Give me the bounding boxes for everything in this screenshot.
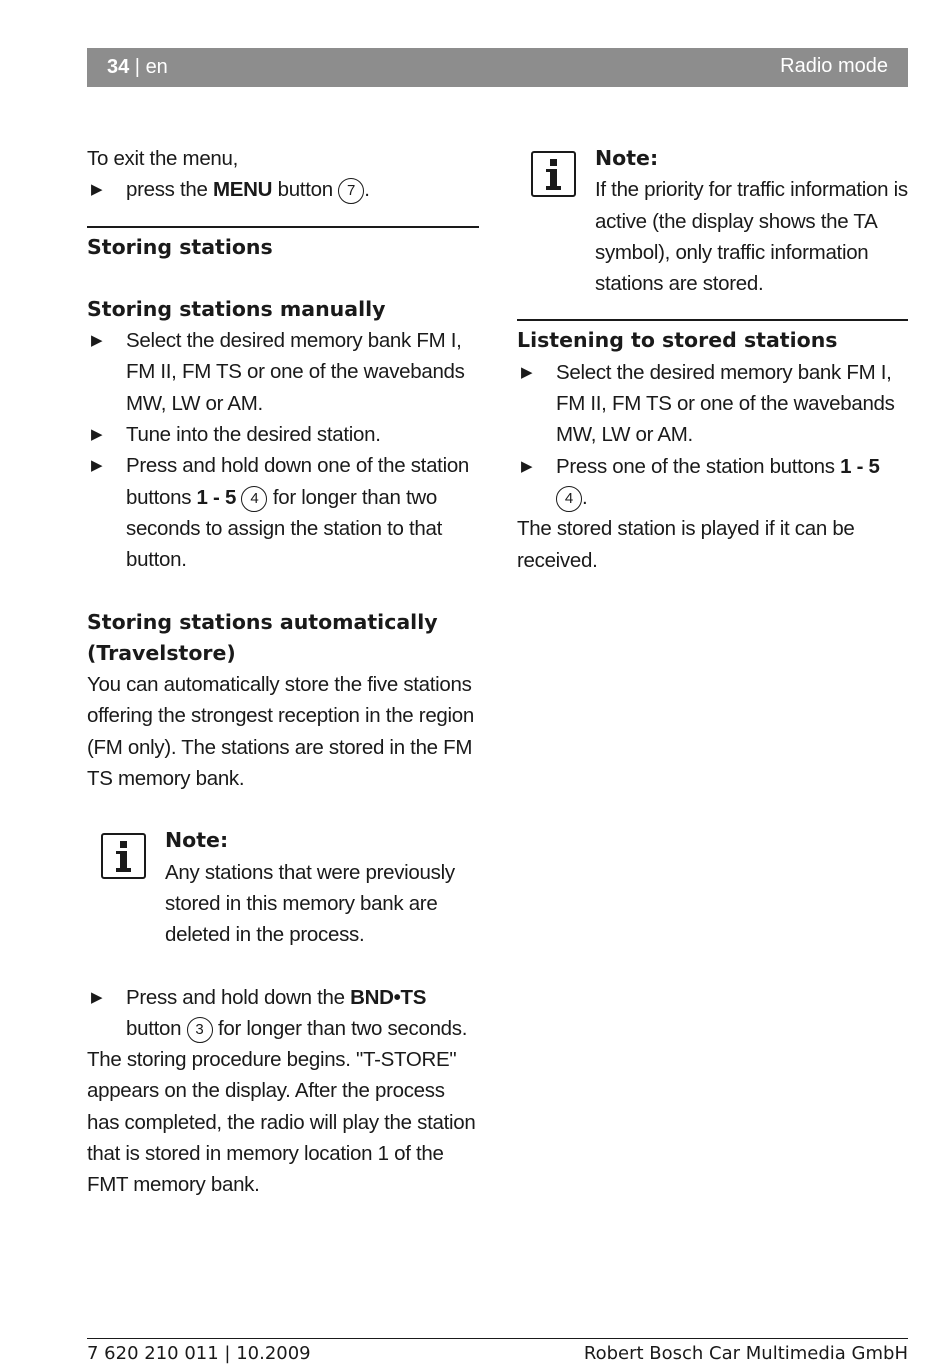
- section-divider: [87, 226, 479, 228]
- listen-text: The stored station is played if it can be received.: [517, 517, 855, 572]
- station-keys: 1 - 5: [196, 485, 237, 509]
- section-title: Radio mode: [780, 55, 888, 77]
- callout-number: 4: [556, 486, 582, 512]
- footer-divider: [87, 1338, 908, 1339]
- arrow-right-icon: ▶: [521, 457, 533, 475]
- footer-company: Robert Bosch Car Multimedia GmbH: [583, 1343, 908, 1364]
- exit-intro: To exit the menu,: [87, 147, 239, 170]
- arrow-right-icon: ▶: [91, 457, 103, 475]
- manual-step-1: ▶ Select the desired memory bank FM I, FM II, FM TS or one of the wavebands MW, LW or AM.: [87, 325, 479, 419]
- right-column: [517, 143, 908, 576]
- listen-step-1: ▶ Select the desired memory bank FM I, FM II, FM TS or one of the wavebands MW, LW or AM.: [517, 357, 908, 451]
- bnd-step: ▶ Press and hold down the BND•TS button 3 for longer than two seconds.: [87, 982, 479, 1045]
- auto-heading: Storing stations automatically (Travelstore): [87, 609, 438, 665]
- arrow-right-icon: ▶: [91, 181, 103, 199]
- station-keys: 1 - 5: [840, 454, 880, 478]
- listen-step-2: ▶ Press one of the station buttons 1 - 5 4 .: [517, 451, 908, 514]
- manual-step-2: ▶ Tune into the desired station.: [87, 419, 479, 450]
- procedure-text: The storing procedure begins. "T-STORE" appears on the display. After the process has completed, the radio will play the station that is stored in memory location 1 of the FMT memory bank.: [87, 1048, 476, 1197]
- listen-heading: Listening to stored stations: [517, 328, 838, 353]
- section-divider: [517, 319, 908, 321]
- note-text: If the priority for traffic information is active (the display shows the TA symbol), only traffic information stations are stored.: [595, 178, 908, 296]
- note-box: [87, 825, 479, 950]
- arrow-right-icon: ▶: [91, 988, 103, 1006]
- arrow-right-icon: ▶: [91, 426, 103, 444]
- header-separator: |: [129, 56, 146, 78]
- header-language: en: [145, 56, 168, 78]
- arrow-right-icon: ▶: [91, 332, 103, 350]
- page-number: 34: [107, 56, 130, 78]
- callout-number: 4: [241, 486, 267, 512]
- footer-doc-number: 7 620 210 011 | 10.2009: [87, 1343, 311, 1364]
- note-title: Note:: [165, 828, 229, 853]
- auto-text: You can automatically store the five stations offering the strongest reception in the region (FM only). The stations are stored in the FM TS memory bank.: [87, 673, 474, 791]
- menu-key: MENU: [213, 178, 273, 202]
- header-page-info: [107, 56, 168, 79]
- manual-step-3: ▶ Press and hold down one of the station buttons 1 - 5 4 for longer than two seconds to assign the station to that button.: [87, 450, 479, 575]
- info-icon: [531, 151, 576, 197]
- exit-step: ▶ press the MENU button 7 .: [87, 174, 479, 205]
- page-header: [87, 48, 908, 87]
- note-box: [517, 143, 908, 299]
- callout-number: 3: [187, 1017, 213, 1043]
- note-title: Note:: [595, 146, 659, 170]
- arrow-right-icon: ▶: [521, 363, 533, 381]
- bnd-key: BND•TS: [350, 985, 427, 1009]
- callout-number: 7: [338, 178, 364, 204]
- storing-heading: Storing stations: [87, 234, 273, 259]
- info-icon: [101, 833, 146, 879]
- manual-heading: Storing stations manually: [87, 296, 386, 321]
- note-text: Any stations that were previously stored in this memory bank are deleted in the process.: [165, 860, 455, 947]
- left-column: [87, 143, 479, 1201]
